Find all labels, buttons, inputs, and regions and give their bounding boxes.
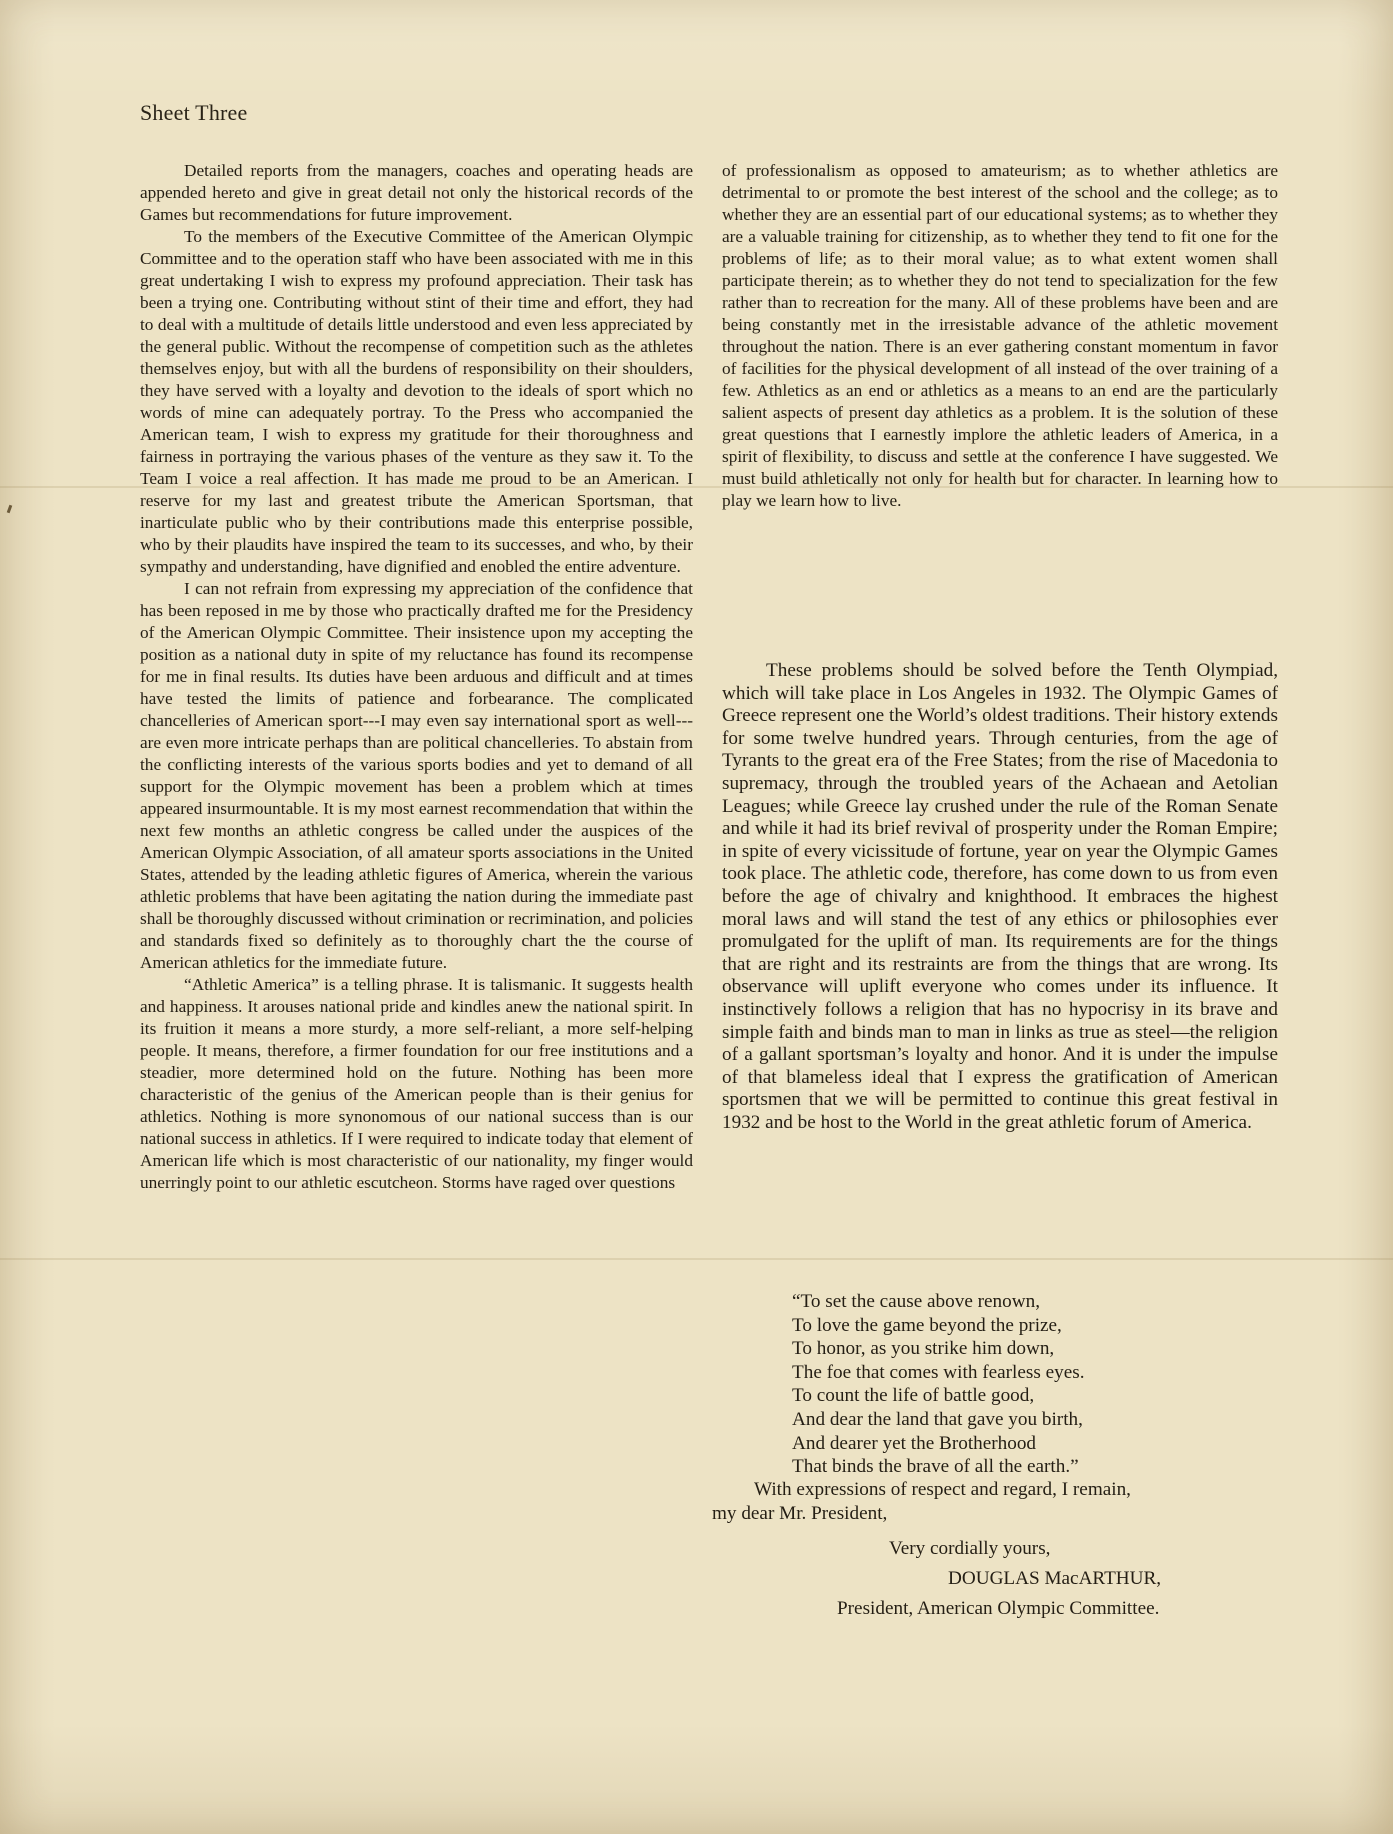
- poem-line: To love the game beyond the prize,: [792, 1314, 1062, 1336]
- paragraph: “Athletic America” is a telling phrase. It is talismanic. It suggests health and happiness. It arouses national pride and kindles anew the national spirit. In its fruition it means a more sturdy, a more self-reliant, a more self-helping people. It means, therefore, a firmer foundation for our free institutions and a steadier, more determined hold on the future. Nothing has been more characteristic of the genius of the American people than is their genius for athletics. Nothing is more synonomous of our national success than is our national success in athletics. If I were required to indicate today that element of American life which is most characteristic of our nationality, my finger would unerringly point to our athletic escutcheon. Storms have raged over questions: [140, 975, 693, 1192]
- valediction: Very cordially yours,: [889, 1538, 1051, 1559]
- paragraph: of professionalism as opposed to amateurism; as to whether athletics are detrimental to or promote the best interest of the school and the college; as to whether they are an essential part of our educational systems; as to whether they are a valuable training for citizenship, as to whether they tend to fit one for the problems of life; as to their moral value; as to what extent women shall participate therein; as to whether they do not tend to specialization for the few rather than to recreation for the many. All of these problems have been and are being constantly met in the irresistable advance of the athletic movement throughout the nation. There is an ever gathering constant momentum in favor of facilities for the physical development of all instead of the over training of a few. Athletics as an end or athletics as a means to an end are the particularly salient aspects of present day athletics as a problem. It is the solution of these great questions that I earnestly implore the athletic leaders of America, in a spirit of flexibility, to discuss and settle at the conference I have suggested. We must build athletically not only for health but for character. In learning how to play we learn how to live.: [722, 161, 1278, 510]
- paper-fold-line: [0, 1258, 1393, 1260]
- poem-line: And dearer yet the Brotherhood: [792, 1432, 1037, 1454]
- paragraph: To the members of the Executive Committee of the American Olympic Committee and to the operation staff who have been associated with me in this great undertaking I wish to express my profound appreciation. Their task has been a trying one. Contributing without stint of their time and effort, they had to deal with a multitude of details little understood and even less appreciated by the general public. Without the recompense of competition such as the athletes themselves enjoy, but with all the burdens of responsibility on their shoulders, they have served with a loyalty and devotion to the ideals of sport which no words of mine can adequately portray. To the Press who accompanied the American team, I wish to express my gratitude for their thoroughness and fairness in portraying the various phases of the venture as they saw it. To the Team I voice a real affection. It has made me proud to be an American. I reserve for my last and greatest tribute the American Sportsman, that inarticulate public who by their contributions made this enterprise possible, who by their plaudits have inspired the team to its successes, and who, by their sympathy and understanding, have dignified and enobled the entire adventure.: [140, 227, 693, 576]
- sheet-heading: Sheet Three: [140, 100, 248, 125]
- closing-statement: [712, 1478, 1272, 1525]
- poem-line: And dear the land that gave you birth,: [792, 1408, 1083, 1430]
- poem-line: “To set the cause above renown,: [792, 1291, 1040, 1312]
- margin-mark: [7, 505, 13, 514]
- poem-line: The foe that comes with fearless eyes.: [792, 1361, 1085, 1383]
- paragraph: Detailed reports from the managers, coaches and operating heads are appended hereto and give in great detail not only the historical records of the Games but recommendations for future improvement.: [140, 161, 693, 224]
- left-text-column: [140, 160, 693, 1194]
- right-text-column-top: [722, 160, 1278, 512]
- poem-line: That binds the brave of all the earth.”: [792, 1456, 1079, 1478]
- signatory-name: DOUGLAS MacARTHUR,: [948, 1568, 1162, 1589]
- paragraph: I can not refrain from expressing my appreciation of the confidence that has been reposed in me by those who practically drafted me for the Presidency of the American Olympic Committee. Their insistence upon my accepting the position as a national duty in spite of my reluctance has found its recompense for me in final results. Its duties have been arduous and difficult and at times have tested the limits of patience and forbearance. The complicated chancelleries of American sport---I may even say international sport as well---are even more intricate perhaps than are political chancelleries. To abstain from the conflicting interests of the various sports bodies and yet to demand of all support for the Olympic movement has been a problem which at times appeared insurmountable. It is my most earnest recommendation that within the next few months an athletic congress be called under the auspices of the American Olympic Association, of all amateur sports associations in the United States, attended by the leading athletic figures of America, wherein the various athletic problems that have been agitating the nation during the immediate past shall be thoroughly discussed without crimination or recrimination, and policies and standards fixed so definitely as to thoroughly chart the the course of American athletics for the immediate future.: [140, 579, 693, 972]
- poem-quotation: [792, 1290, 1085, 1479]
- poem-line: To count the life of battle good,: [792, 1385, 1035, 1407]
- right-text-column-bottom: [722, 660, 1278, 1134]
- closing-line: With expressions of respect and regard, I remain,: [754, 1479, 1131, 1500]
- signatory-title: President, American Olympic Committee.: [837, 1598, 1160, 1619]
- paragraph: These problems should be solved before the Tenth Olympiad, which will take place in Los Angeles in 1932. The Olympic Games of Greece represent one the World’s oldest traditions. Their history extends for some twelve hundred years. Through centuries, from the age of Tyrants to the great era of the Free States; from the rise of Macedonia to supremacy, through the troubled years of the Achaean and Aetolian Leagues; while Greece lay crushed under the rule of the Roman Senate and while it had its brief revival of prosperity under the Roman Empire; in spite of every vicissitude of fortune, year on year the Olympic Games took place. The athletic code, therefore, has come down to us from even before the age of chivalry and knighthood. It embraces the highest moral laws and will stand the test of any ethics or philosophies ever promulgated for the uplift of man. Its requirements are for the things that are right and its restraints are from the things that are wrong. Its observance will uplift everyone who comes under its influence. It instinctively follows a religion that has no hypocrisy in its brave and simple faith and binds man to man in links as true as steel—the religion of a gallant sportsman’s loyalty and honor. And it is under the impulse of that blameless ideal that I express the gratification of American sportsmen that we will be permitted to continue this great festival in 1932 and be host to the World in the great athletic forum of America.: [722, 660, 1278, 1133]
- closing-line: my dear Mr. President,: [712, 1502, 888, 1524]
- poem-line: To honor, as you strike him down,: [792, 1338, 1055, 1360]
